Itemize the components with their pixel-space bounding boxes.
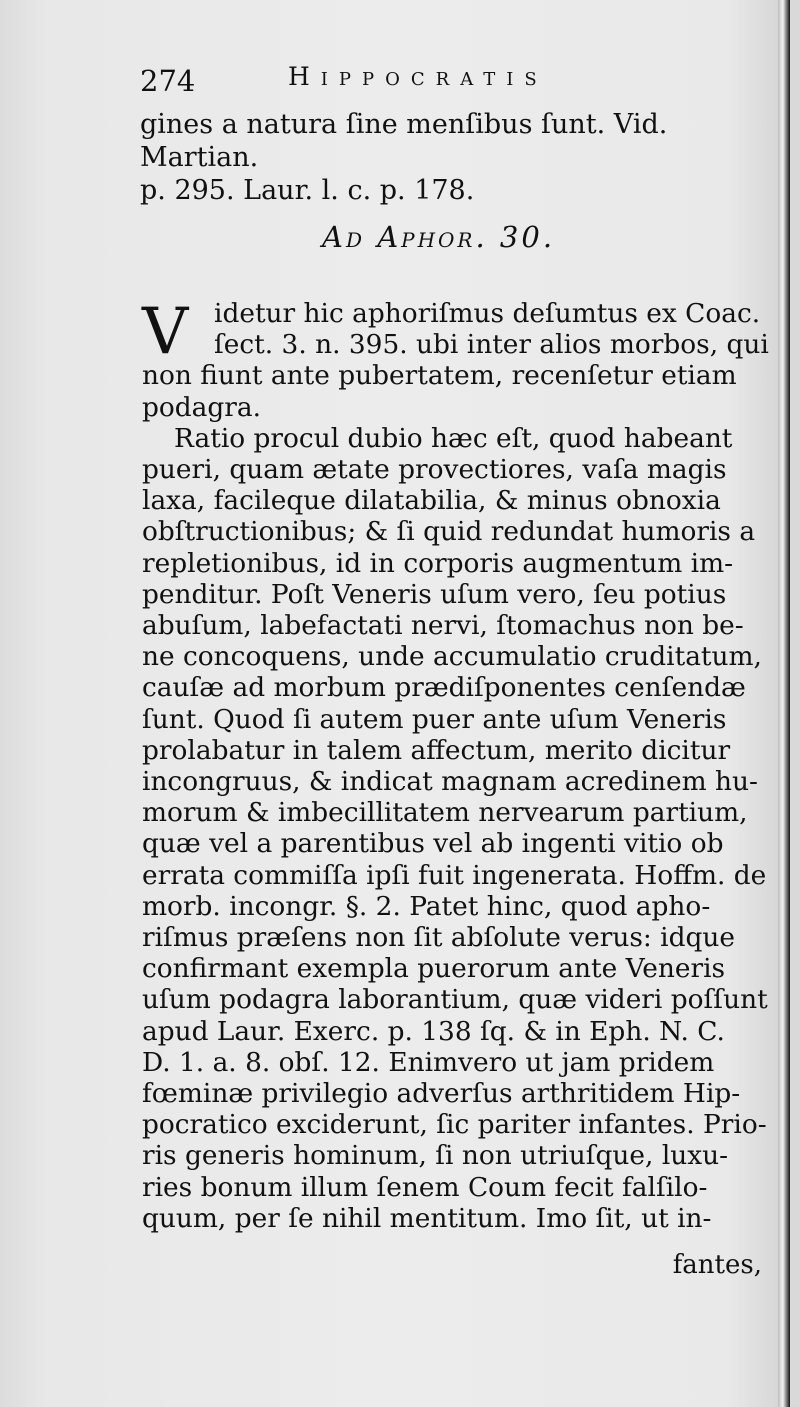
text-line: apud Laur. Exerc. p. 138 ſq. & in Eph. N. C. bbox=[142, 1015, 725, 1047]
text-line: ris generis hominum, ſi non utriuſque, luxu- bbox=[142, 1140, 729, 1172]
text-line: pocratico exciderunt, ſic pariter infantes. Prio- bbox=[142, 1109, 767, 1141]
page-edge-shadow bbox=[778, 0, 790, 1407]
text-line: uſum podagra laborantium, quæ videri poſſunt bbox=[142, 984, 768, 1016]
text-line: podagra. bbox=[142, 391, 262, 423]
drop-cap: V bbox=[142, 295, 189, 369]
text-line: morb. incongr. §. 2. Patet hinc, quod apho- bbox=[142, 890, 711, 922]
text-line: quæ vel a parentibus vel ab ingenti vitio ob bbox=[142, 828, 724, 860]
text-line: repletionibus, id in corporis augmentum im- bbox=[142, 547, 734, 579]
text-line: ſect. 3. n. 395. ubi inter alios morbos, qui bbox=[214, 329, 769, 361]
text-line: quum, per ſe nihil mentitum. Imo ſit, ut in- bbox=[142, 1202, 712, 1234]
text-line: laxa, facileque dilatabilia, & minus obnoxia bbox=[142, 485, 721, 517]
text-line: p. 295. Laur. l. c. p. 178. bbox=[140, 175, 475, 206]
text-line: prolabatur in talem affectum, merito dicitur bbox=[142, 734, 731, 766]
paragraph bbox=[142, 295, 778, 423]
text-line: D. 1. a. 8. obſ. 12. Enimvero ut jam pridem bbox=[142, 1046, 715, 1078]
text-line: obſtructionibus; & ſi quid redundat humoris a bbox=[142, 516, 756, 548]
text-line: incongruus, & indicat magnam acredinem hu- bbox=[142, 766, 758, 798]
text-line: confirmant exempla puerorum ante Veneris bbox=[142, 953, 726, 985]
text-line: cauſæ ad morbum prædiſponentes cenſendæ bbox=[142, 672, 746, 704]
text-line: ſunt. Quod ſi autem puer ante uſum Veneris bbox=[142, 703, 727, 735]
text-line: fœminæ privilegio adverſus arthritidem Hip- bbox=[142, 1078, 741, 1110]
text-line: ries bonum illum ſenem Coum fecit falſilo- bbox=[142, 1171, 708, 1203]
text-line: gines a natura ſine menſibus ſunt. Vid. Martian. bbox=[140, 109, 668, 173]
paragraph bbox=[142, 423, 778, 1234]
carryover-text bbox=[140, 108, 780, 207]
section-heading: Ad Aphor. 30. bbox=[322, 220, 556, 254]
page-number: 274 bbox=[140, 64, 196, 98]
text-line: non fiunt ante pubertatem, recenſetur etiam bbox=[142, 360, 737, 392]
text-line: morum & imbecillitatem nervearum partium, bbox=[142, 797, 748, 829]
text-line: idetur hic aphoriſmus deſumtus ex Coac. bbox=[214, 298, 761, 329]
text-line: penditur. Poſt Veneris uſum vero, ſeu potius bbox=[142, 578, 727, 610]
text-line: Ratio procul dubio hæc eſt, quod habeant bbox=[174, 422, 733, 454]
text-line: errata commiſſa ipſi fuit ingenerata. Hoffm. de bbox=[142, 859, 767, 891]
page-header bbox=[140, 58, 780, 98]
catchword: fantes, bbox=[672, 1250, 762, 1280]
text-line: abuſum, labefactati nervi, ſtomachus non be- bbox=[142, 610, 744, 642]
text-line: ne concoquens, unde accumulatio cruditatum, bbox=[142, 641, 762, 673]
text-line: pueri, quam ætate provectiores, vaſa magis bbox=[142, 454, 727, 486]
text-line: riſmus præſens non ſit abſolute verus: idque bbox=[142, 922, 736, 954]
running-head: Hippocratis bbox=[288, 62, 548, 91]
body-text bbox=[142, 295, 778, 1234]
